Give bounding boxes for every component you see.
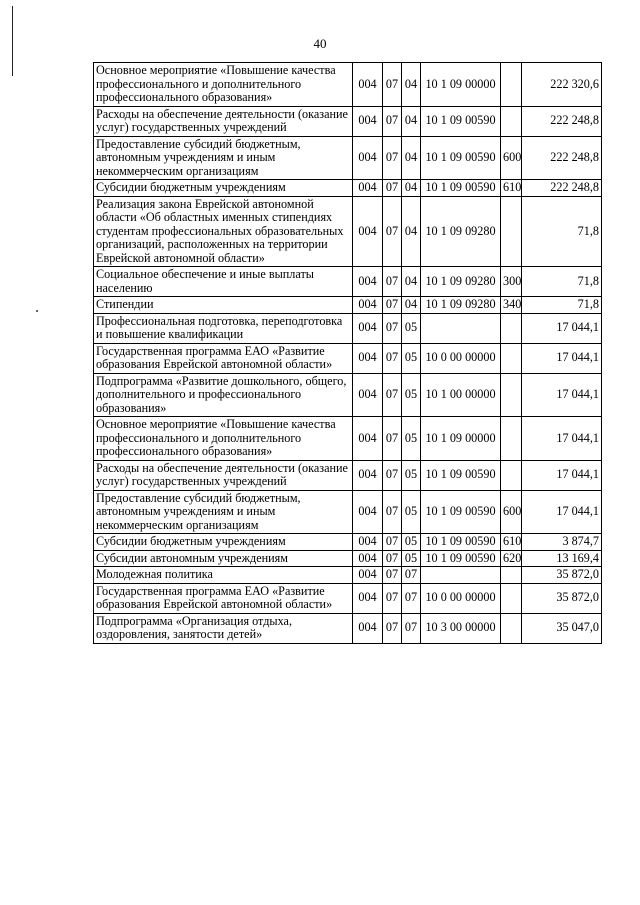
table-row <box>94 550 602 567</box>
row-name-cell: Социальное обеспечение и иные выплаты населению <box>94 267 353 297</box>
table-row <box>94 534 602 551</box>
target-article-cell: 10 1 00 00000 <box>421 373 501 417</box>
row-name-cell: Подпрограмма «Организация отдыха, оздоровления, занятости детей» <box>94 613 353 643</box>
amount-cell: 71,8 <box>522 196 602 267</box>
table-row <box>94 136 602 180</box>
expense-type-cell: 610 <box>501 180 522 197</box>
expense-type-cell: 600 <box>501 490 522 534</box>
amount-cell: 17 044,1 <box>522 313 602 343</box>
section-code-cell: 07 <box>383 460 402 490</box>
expense-type-cell <box>501 460 522 490</box>
table-row <box>94 460 602 490</box>
subsection-code-cell: 04 <box>402 106 421 136</box>
subsection-code-cell: 05 <box>402 417 421 461</box>
section-code-cell: 07 <box>383 63 402 107</box>
amount-cell: 3 874,7 <box>522 534 602 551</box>
ministry-code-cell: 004 <box>353 613 383 643</box>
amount-cell: 35 872,0 <box>522 583 602 613</box>
expense-type-cell <box>501 583 522 613</box>
target-article-cell <box>421 313 501 343</box>
ministry-code-cell: 004 <box>353 583 383 613</box>
subsection-code-cell: 04 <box>402 297 421 314</box>
target-article-cell: 10 1 09 00590 <box>421 460 501 490</box>
section-code-cell: 07 <box>383 613 402 643</box>
row-name-cell: Основное мероприятие «Повышение качества профессионального и дополнительного профессионального образования» <box>94 417 353 461</box>
ministry-code-cell: 004 <box>353 567 383 584</box>
amount-cell: 35 047,0 <box>522 613 602 643</box>
subsection-code-cell: 05 <box>402 534 421 551</box>
ministry-code-cell: 004 <box>353 196 383 267</box>
target-article-cell: 10 1 09 00590 <box>421 106 501 136</box>
row-name-cell: Основное мероприятие «Повышение качества профессионального и дополнительного профессионального образования» <box>94 63 353 107</box>
table-row <box>94 106 602 136</box>
row-name-cell: Государственная программа ЕАО «Развитие образования Еврейской автономной области» <box>94 343 353 373</box>
ministry-code-cell: 004 <box>353 136 383 180</box>
table-row <box>94 373 602 417</box>
subsection-code-cell: 07 <box>402 583 421 613</box>
section-code-cell: 07 <box>383 417 402 461</box>
row-name-cell: Стипендии <box>94 297 353 314</box>
amount-cell: 17 044,1 <box>522 343 602 373</box>
row-name-cell: Предоставление субсидий бюджетным, автономным учреждениям и иным некоммерческим организациям <box>94 136 353 180</box>
subsection-code-cell: 04 <box>402 196 421 267</box>
amount-cell: 17 044,1 <box>522 373 602 417</box>
ministry-code-cell: 004 <box>353 343 383 373</box>
section-code-cell: 07 <box>383 180 402 197</box>
ministry-code-cell: 004 <box>353 550 383 567</box>
subsection-code-cell: 04 <box>402 63 421 107</box>
target-article-cell: 10 1 09 00000 <box>421 63 501 107</box>
subsection-code-cell: 05 <box>402 373 421 417</box>
expense-type-cell <box>501 567 522 584</box>
expense-type-cell <box>501 417 522 461</box>
section-code-cell: 07 <box>383 267 402 297</box>
table-row <box>94 196 602 267</box>
expense-type-cell: 620 <box>501 550 522 567</box>
expense-type-cell: 600 <box>501 136 522 180</box>
ministry-code-cell: 004 <box>353 490 383 534</box>
row-name-cell: Субсидии автономным учреждениям <box>94 550 353 567</box>
amount-cell: 71,8 <box>522 267 602 297</box>
subsection-code-cell: 05 <box>402 490 421 534</box>
subsection-code-cell: 04 <box>402 136 421 180</box>
table-body <box>94 63 602 644</box>
ministry-code-cell: 004 <box>353 417 383 461</box>
section-code-cell: 07 <box>383 490 402 534</box>
page-number: 40 <box>313 36 327 51</box>
section-code-cell: 07 <box>383 583 402 613</box>
amount-cell: 17 044,1 <box>522 417 602 461</box>
target-article-cell: 10 1 09 09280 <box>421 196 501 267</box>
ministry-code-cell: 004 <box>353 373 383 417</box>
row-name-cell: Расходы на обеспечение деятельности (оказание услуг) государственных учреждений <box>94 460 353 490</box>
expense-type-cell: 300 <box>501 267 522 297</box>
target-article-cell: 10 1 09 00590 <box>421 490 501 534</box>
target-article-cell: 10 3 00 00000 <box>421 613 501 643</box>
row-name-cell: Подпрограмма «Развитие дошкольного, общего, дополнительного и профессионального образования» <box>94 373 353 417</box>
section-code-cell: 07 <box>383 534 402 551</box>
amount-cell: 17 044,1 <box>522 490 602 534</box>
subsection-code-cell: 05 <box>402 343 421 373</box>
scan-speck <box>36 310 38 312</box>
expense-type-cell <box>501 196 522 267</box>
row-name-cell: Предоставление субсидий бюджетным, автономным учреждениям и иным некоммерческим организациям <box>94 490 353 534</box>
expense-type-cell <box>501 613 522 643</box>
row-name-cell: Молодежная политика <box>94 567 353 584</box>
section-code-cell: 07 <box>383 550 402 567</box>
ministry-code-cell: 004 <box>353 180 383 197</box>
expense-type-cell <box>501 313 522 343</box>
target-article-cell: 10 0 00 00000 <box>421 583 501 613</box>
row-name-cell: Субсидии бюджетным учреждениям <box>94 534 353 551</box>
ministry-code-cell: 004 <box>353 297 383 314</box>
target-article-cell: 10 1 09 09280 <box>421 297 501 314</box>
expense-type-cell <box>501 63 522 107</box>
row-name-cell: Расходы на обеспечение деятельности (оказание услуг) государственных учреждений <box>94 106 353 136</box>
amount-cell: 222 320,6 <box>522 63 602 107</box>
target-article-cell: 10 1 09 00590 <box>421 180 501 197</box>
budget-table <box>93 62 602 644</box>
amount-cell: 71,8 <box>522 297 602 314</box>
expense-type-cell <box>501 343 522 373</box>
expense-type-cell: 340 <box>501 297 522 314</box>
row-name-cell: Государственная программа ЕАО «Развитие образования Еврейской автономной области» <box>94 583 353 613</box>
table-row <box>94 297 602 314</box>
table-row <box>94 63 602 107</box>
ministry-code-cell: 004 <box>353 313 383 343</box>
table-row <box>94 613 602 643</box>
target-article-cell: 10 1 09 00590 <box>421 534 501 551</box>
ministry-code-cell: 004 <box>353 534 383 551</box>
section-code-cell: 07 <box>383 343 402 373</box>
subsection-code-cell: 04 <box>402 267 421 297</box>
subsection-code-cell: 07 <box>402 613 421 643</box>
table-row <box>94 417 602 461</box>
amount-cell: 222 248,8 <box>522 180 602 197</box>
amount-cell: 222 248,8 <box>522 136 602 180</box>
row-name-cell: Профессиональная подготовка, переподготовка и повышение квалификации <box>94 313 353 343</box>
amount-cell: 13 169,4 <box>522 550 602 567</box>
subsection-code-cell: 05 <box>402 313 421 343</box>
expense-type-cell <box>501 373 522 417</box>
amount-cell: 222 248,8 <box>522 106 602 136</box>
section-code-cell: 07 <box>383 136 402 180</box>
ministry-code-cell: 004 <box>353 106 383 136</box>
subsection-code-cell: 04 <box>402 180 421 197</box>
section-code-cell: 07 <box>383 106 402 136</box>
target-article-cell: 10 1 09 00000 <box>421 417 501 461</box>
table-row <box>94 313 602 343</box>
amount-cell: 17 044,1 <box>522 460 602 490</box>
table-row <box>94 567 602 584</box>
table-row <box>94 267 602 297</box>
target-article-cell: 10 0 00 00000 <box>421 343 501 373</box>
section-code-cell: 07 <box>383 196 402 267</box>
table-row <box>94 490 602 534</box>
target-article-cell: 10 1 09 00590 <box>421 550 501 567</box>
section-code-cell: 07 <box>383 313 402 343</box>
section-code-cell: 07 <box>383 373 402 417</box>
subsection-code-cell: 05 <box>402 550 421 567</box>
table-row <box>94 343 602 373</box>
subsection-code-cell: 07 <box>402 567 421 584</box>
table-row <box>94 583 602 613</box>
ministry-code-cell: 004 <box>353 460 383 490</box>
expense-type-cell: 610 <box>501 534 522 551</box>
row-name-cell: Субсидии бюджетным учреждениям <box>94 180 353 197</box>
ministry-code-cell: 004 <box>353 267 383 297</box>
ministry-code-cell: 004 <box>353 63 383 107</box>
table-row <box>94 180 602 197</box>
section-code-cell: 07 <box>383 297 402 314</box>
target-article-cell: 10 1 09 00590 <box>421 136 501 180</box>
amount-cell: 35 872,0 <box>522 567 602 584</box>
target-article-cell: 10 1 09 09280 <box>421 267 501 297</box>
row-name-cell: Реализация закона Еврейской автономной области «Об областных именных стипендиях студентам профессиональных образовательных организаций, расположенных на территории Еврейской автономной области» <box>94 196 353 267</box>
expense-type-cell <box>501 106 522 136</box>
section-code-cell: 07 <box>383 567 402 584</box>
target-article-cell <box>421 567 501 584</box>
subsection-code-cell: 05 <box>402 460 421 490</box>
